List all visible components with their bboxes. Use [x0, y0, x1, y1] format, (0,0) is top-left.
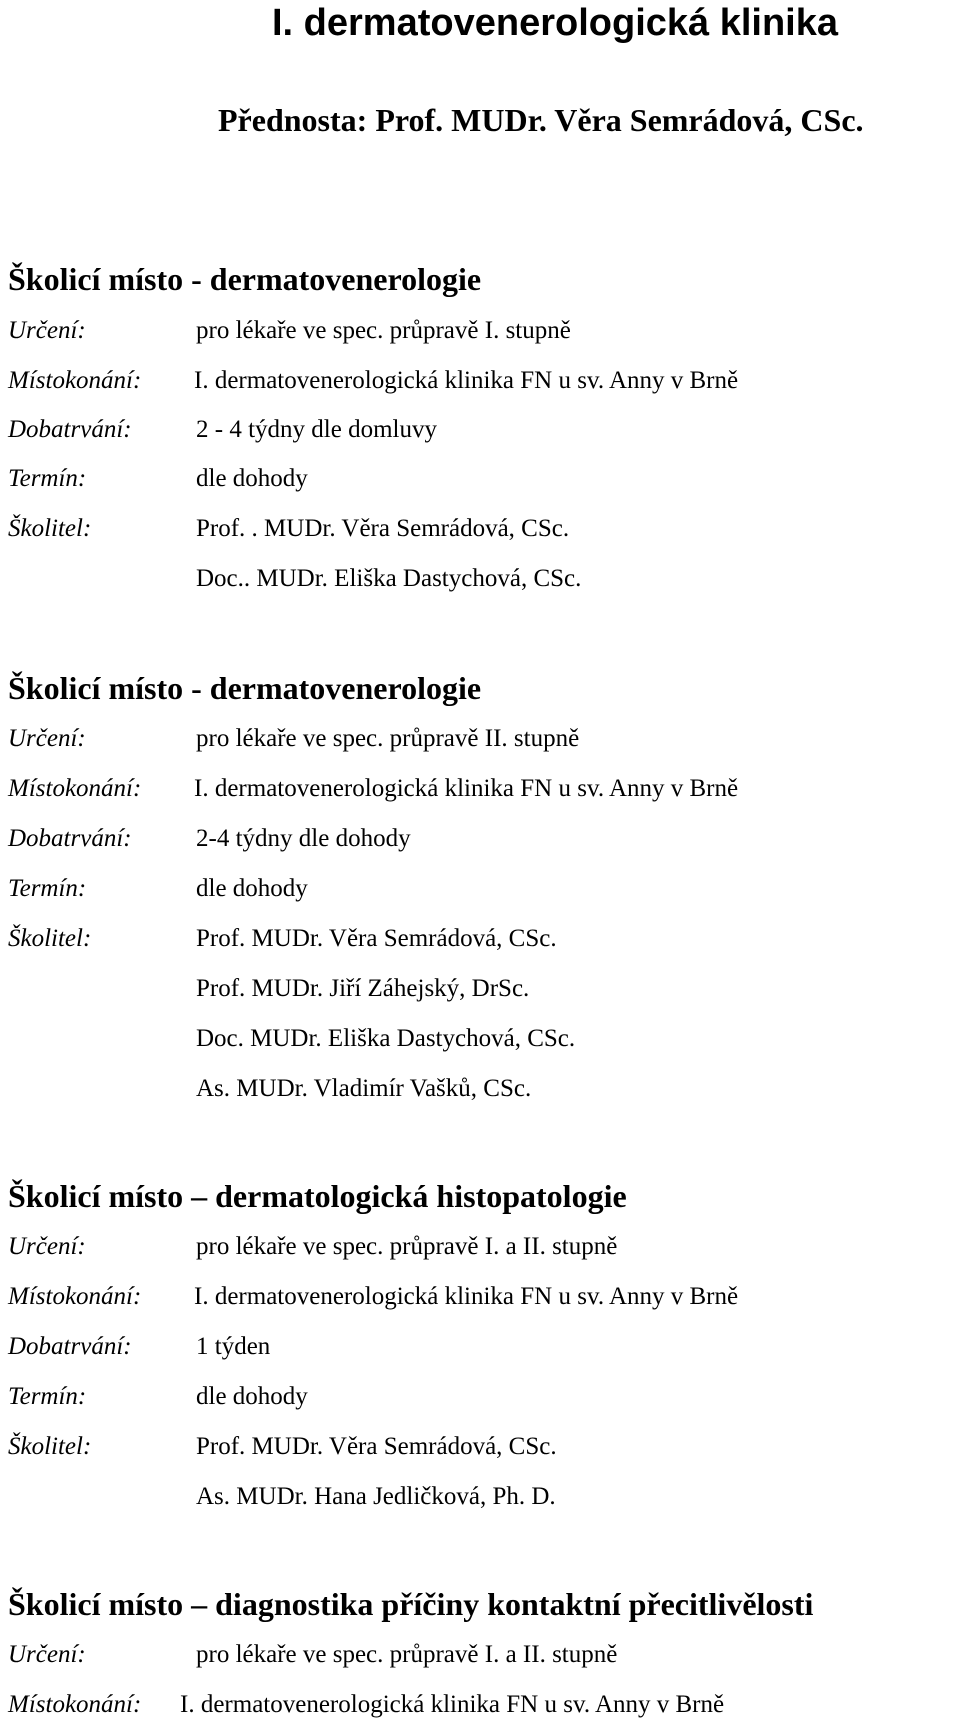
row-mistokonani: [8, 1680, 956, 1730]
row-label: Termín:: [8, 875, 87, 902]
row-value: 1 týden: [196, 1333, 271, 1360]
row-value: Prof. . MUDr. Věra Semrádová, CSc.: [196, 515, 570, 542]
row-value: 2-4 týdny dle dohody: [196, 825, 411, 852]
row-skolitel-extra: [8, 554, 956, 604]
section-title: Školicí místo - dermatovenerologie: [8, 261, 482, 297]
row-mistokonani: [8, 1272, 956, 1322]
training-section: [8, 1584, 956, 1730]
row-value: dle dohody: [196, 465, 308, 492]
row-label: Termín:: [8, 465, 87, 492]
section-title: Školicí místo – diagnostika příčiny kontaktní přecitlivělosti: [8, 1586, 814, 1622]
row-value: pro lékaře ve spec. průpravě II. stupně: [196, 725, 580, 752]
row-mistokonani: [8, 764, 956, 814]
row-urceni: [8, 305, 956, 356]
row-value: As. MUDr. Hana Jedličková, Ph. D.: [196, 1483, 556, 1510]
row-value: I. dermatovenerologická klinika FN u sv. Anny v Brně: [194, 775, 739, 802]
row-value: dle dohody: [196, 875, 308, 902]
row-value: Doc. MUDr. Eliška Dastychová, CSc.: [196, 1025, 576, 1052]
row-value: I. dermatovenerologická klinika FN u sv. Anny v Brně: [194, 1283, 739, 1310]
row-skolitel: [8, 504, 956, 554]
row-label: Určení:: [8, 317, 86, 344]
row-skolitel-extra: [8, 1064, 956, 1114]
row-value: Doc.. MUDr. Eliška Dastychová, CSc.: [196, 565, 582, 592]
row-value: As. MUDr. Vladimír Vašků, CSc.: [196, 1075, 532, 1102]
training-section: [8, 1176, 956, 1522]
row-label: Dobatrvání:: [8, 825, 132, 852]
row-value: Prof. MUDr. Jiří Záhejský, DrSc.: [196, 975, 530, 1002]
row-skolitel-extra: [8, 1014, 956, 1064]
row-value: pro lékaře ve spec. průpravě I. stupně: [196, 317, 571, 344]
row-label: Termín:: [8, 1383, 87, 1410]
row-label: Místokonání:: [8, 775, 142, 802]
row-skolitel-extra: [8, 964, 956, 1014]
row-label: Školitel:: [8, 515, 92, 542]
row-value: I. dermatovenerologická klinika FN u sv. Anny v Brně: [194, 367, 739, 394]
row-termin: [8, 1372, 956, 1422]
section-title: Školicí místo - dermatovenerologie: [8, 670, 482, 706]
row-urceni: [8, 1630, 956, 1680]
row-termin: [8, 864, 956, 914]
section-title: Školicí místo – dermatologická histopatologie: [8, 1178, 627, 1214]
training-section: [8, 668, 956, 1114]
row-label: Školitel:: [8, 925, 92, 952]
row-value: dle dohody: [196, 1383, 308, 1410]
row-value: 2 - 4 týdny dle domluvy: [196, 416, 437, 443]
row-label: Určení:: [8, 1641, 86, 1668]
row-value: Prof. MUDr. Věra Semrádová, CSc.: [196, 925, 557, 952]
row-value: pro lékaře ve spec. průpravě I. a II. stupně: [196, 1641, 618, 1668]
row-label: Místokonání:: [8, 367, 142, 394]
row-urceni: [8, 1222, 956, 1272]
row-skolitel: [8, 914, 956, 964]
row-termin: [8, 454, 956, 504]
head-of-department: Přednosta: Prof. MUDr. Věra Semrádová, CSc.: [218, 102, 864, 138]
page-title: I. dermatovenerologická klinika: [272, 2, 838, 44]
row-label: Školitel:: [8, 1433, 92, 1460]
row-urceni: [8, 714, 956, 764]
row-label: Dobatrvání:: [8, 1333, 132, 1360]
row-dobatrvani: [8, 405, 956, 454]
row-dobatrvani: [8, 814, 956, 864]
row-value: pro lékaře ve spec. průpravě I. a II. stupně: [196, 1233, 618, 1260]
row-skolitel-extra: [8, 1472, 956, 1522]
row-label: Místokonání:: [8, 1691, 142, 1718]
row-label: Dobatrvání:: [8, 416, 132, 443]
row-value: Prof. MUDr. Věra Semrádová, CSc.: [196, 1433, 557, 1460]
row-dobatrvani: [8, 1322, 956, 1372]
row-skolitel: [8, 1422, 956, 1472]
training-section: [8, 259, 956, 604]
row-label: Místokonání:: [8, 1283, 142, 1310]
row-mistokonani: [8, 356, 956, 405]
row-label: Určení:: [8, 1233, 86, 1260]
row-label: Určení:: [8, 725, 86, 752]
row-value: I. dermatovenerologická klinika FN u sv. Anny v Brně: [180, 1691, 725, 1718]
